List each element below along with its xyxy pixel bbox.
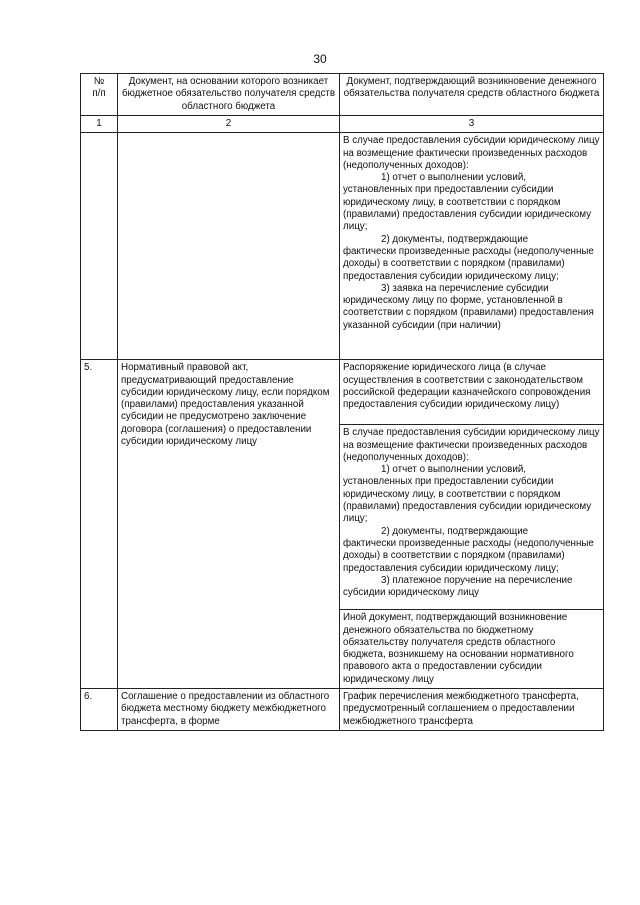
row-number: 6. bbox=[81, 689, 118, 731]
doc-item-heading: 1) отчет о выполнении условий, bbox=[381, 172, 527, 184]
confirming-document-cell bbox=[340, 425, 604, 610]
column-number: 3 bbox=[340, 116, 604, 133]
doc-item-heading: 2) документы, подтверждающие bbox=[381, 233, 529, 245]
document-table bbox=[80, 73, 604, 731]
table-row bbox=[81, 689, 604, 731]
doc-item-heading: 2) документы, подтверждающие bbox=[381, 525, 529, 537]
doc-item-text: фактически произведенные расходы (недополученные доходы) в соответствии с порядком (правилами) предоставления субсидии юридическому лицу; bbox=[343, 537, 594, 574]
column-number: 1 bbox=[81, 116, 118, 133]
doc-item-heading: 1) отчет о выполнении условий, bbox=[381, 464, 527, 476]
doc-item-heading: 3) заявка на перечисление субсидии bbox=[381, 282, 549, 294]
row-number bbox=[81, 133, 118, 360]
page-number: 30 bbox=[313, 52, 327, 66]
basis-document-cell: Соглашение о предоставлении из областного бюджета местному бюджету межбюджетного трансферта, в форме bbox=[118, 689, 340, 731]
doc-item-text: фактически произведенные расходы (недополученные доходы) в соответствии с порядком (правилами) предоставления субсидии юридическому лицу; bbox=[343, 245, 594, 282]
doc-intro: В случае предоставления субсидии юридическому лицу на возмещение фактически произведенных расходов (недополученных доходов): bbox=[343, 427, 600, 463]
doc-item-text: субсидии юридическому лицу bbox=[343, 587, 480, 599]
doc-item-text: установленных при предоставлении субсидии юридическому лицу, в соответствии с порядком (правилами) предоставления субсидии юридическому лицу; bbox=[343, 476, 592, 525]
table-row bbox=[81, 133, 604, 360]
confirming-document-cell: График перечисления межбюджетного трансферта, предусмотренный соглашением о предоставлении межбюджетного трансферта bbox=[340, 689, 604, 731]
confirming-document-cell bbox=[340, 133, 604, 360]
table-row bbox=[81, 360, 604, 425]
header-confirming-document: Документ, подтверждающий возникновение денежного обязательства получателя средств областного бюджета bbox=[340, 74, 604, 116]
doc-item-text: юридическому лицу по форме, установленной в соответствии с порядком (правилами) предоставления указанной субсидии (при наличии) bbox=[343, 295, 594, 331]
row-number: 5. bbox=[81, 360, 118, 689]
doc-item-heading: 3) платежное поручение на перечисление bbox=[381, 574, 573, 586]
confirming-document-cell: Распоряжение юридического лица (в случае осуществления в соответствии с законодательством российской федерации казначейского сопровождения предоставления субсидии юридическому лицу) bbox=[340, 360, 604, 425]
column-number-row bbox=[81, 116, 604, 133]
basis-document-cell bbox=[118, 133, 340, 360]
header-basis-document: Документ, на основании которого возникает бюджетное обязательство получателя средств областного бюджета bbox=[118, 74, 340, 116]
doc-intro: В случае предоставления субсидии юридическому лицу на возмещение фактически произведенных расходов (недополученных доходов): bbox=[343, 135, 600, 171]
confirming-document-cell: Иной документ, подтверждающий возникновение денежного обязательства по бюджетному обязательству получателя средств областного бюджета, возникшему на основании нормативного правового акта о предоставлении субсидии юридическому лицу bbox=[340, 610, 604, 689]
basis-document-cell: Нормативный правовой акт, предусматривающий предоставление субсидии юридическому лицу, если порядком (правилами) предоставления указанной субсидии не предусмотрено заключение договора (соглашения) о предоставлении субсидии юридическому лицу bbox=[118, 360, 340, 689]
doc-item-text: установленных при предоставлении субсидии юридическому лицу, в соответствии с порядком (правилами) предоставления субсидии юридическому лицу; bbox=[343, 184, 592, 233]
header-number: № п/п bbox=[81, 74, 118, 116]
table-header-row bbox=[81, 74, 604, 116]
column-number: 2 bbox=[118, 116, 340, 133]
